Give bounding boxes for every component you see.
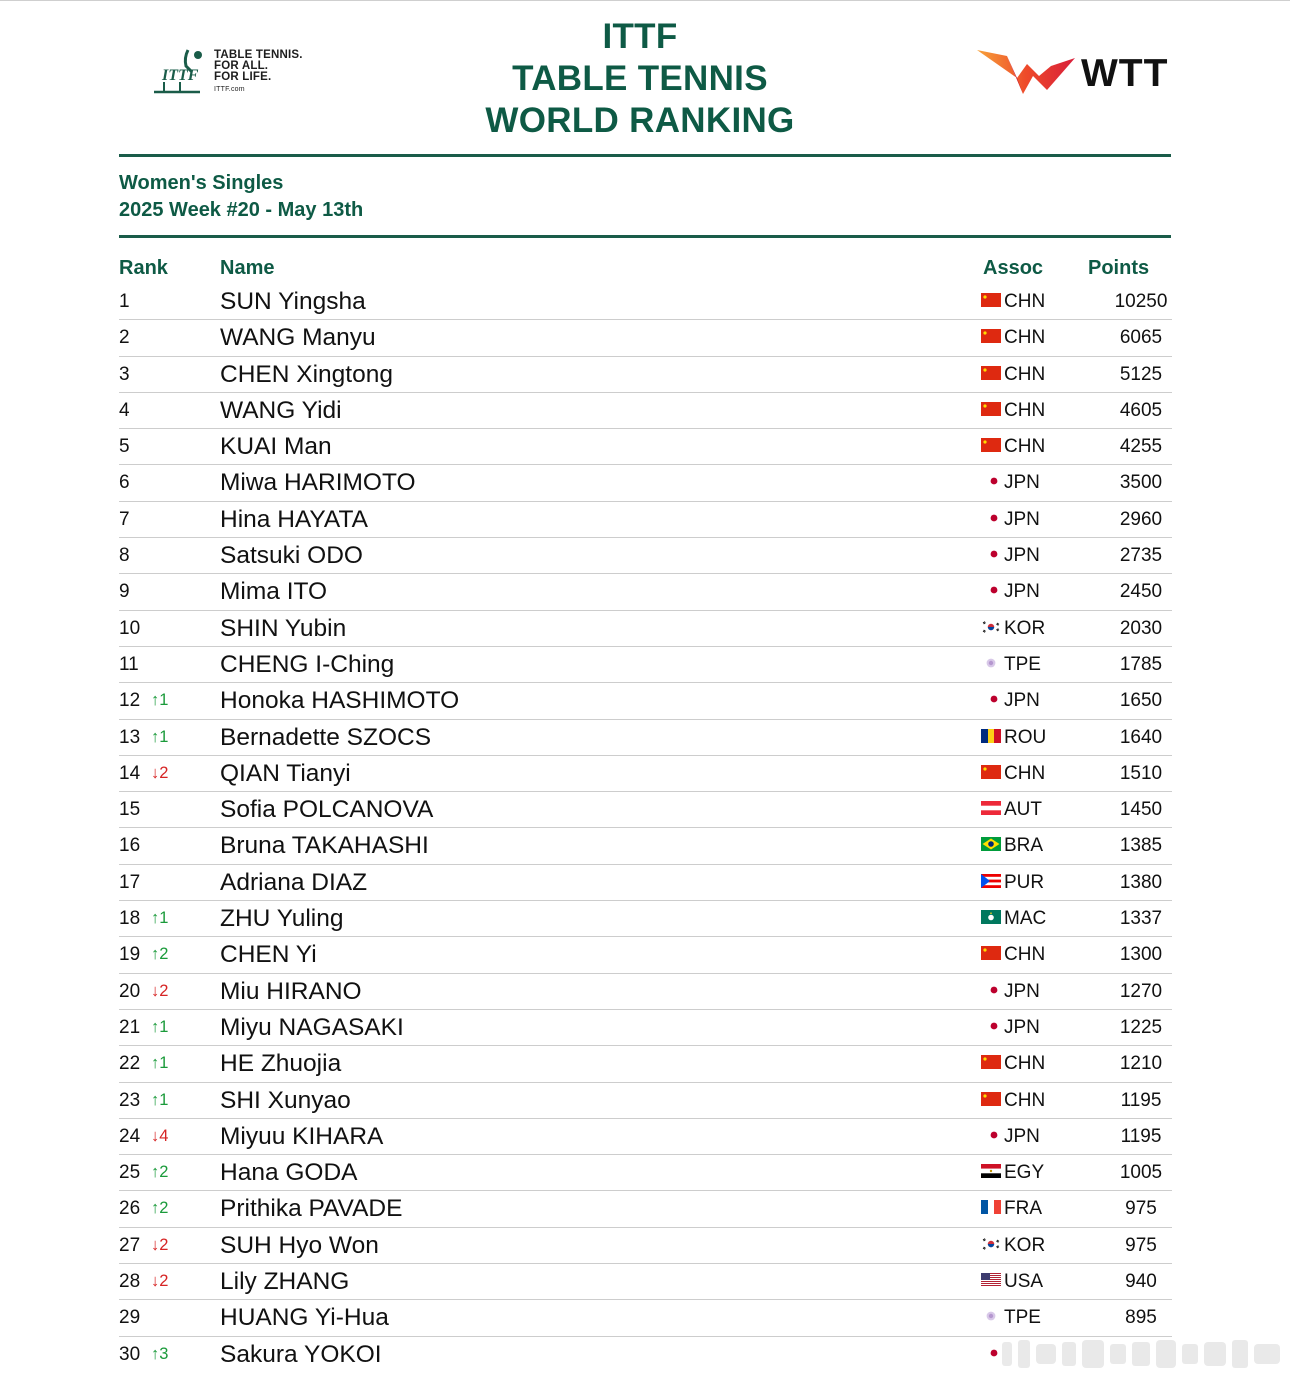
ittf-tagline-3: FOR LIFE. [214, 71, 272, 83]
assoc-cell: CHN [1004, 399, 1046, 421]
table-row [119, 1010, 1172, 1046]
player-name: CHEN Yi [220, 941, 317, 969]
table-row [119, 1264, 1172, 1300]
table-row [119, 284, 1172, 320]
player-name: Lily ZHANG [220, 1268, 350, 1296]
points-cell: 5125 [1119, 363, 1163, 385]
player-name: SUN Yingsha [220, 288, 366, 315]
points-cell: 940 [1125, 1271, 1157, 1293]
assoc-cell: FRA [1004, 1198, 1042, 1220]
points-cell: 1195 [1120, 1089, 1162, 1111]
assoc-cell: JPN [1004, 980, 1040, 1002]
player-name: HE Zhuojia [220, 1050, 342, 1078]
flag-tpe-icon [981, 1309, 1001, 1323]
ranking-week: 2025 Week #20 - May 13th [119, 199, 364, 221]
flag-china-icon [981, 366, 1001, 380]
assoc-cell: TPE [1004, 1307, 1041, 1329]
flag-tpe-icon [981, 656, 1001, 670]
ittf-tagline-1: TABLE TENNIS. [214, 49, 303, 61]
table-row [119, 538, 1172, 574]
assoc-cell: TPE [1004, 653, 1041, 675]
table-row [119, 1046, 1172, 1082]
assoc-cell: CHN [1004, 363, 1046, 385]
points-cell: 4255 [1119, 436, 1163, 458]
player-name: SUH Hyo Won [220, 1231, 379, 1259]
points-cell: 1225 [1119, 1016, 1163, 1038]
rank-cell: 3 [119, 363, 130, 385]
flag-japan-icon [981, 583, 1001, 597]
flag-macao-icon [981, 910, 1001, 924]
assoc-cell: JPN [1004, 690, 1040, 712]
assoc-cell: CHN [1004, 436, 1046, 458]
points-cell: 1650 [1119, 690, 1163, 712]
player-name: Miyuu KIHARA [220, 1122, 384, 1150]
assoc-cell: EGY [1004, 1162, 1045, 1184]
header-rule [119, 154, 1171, 157]
subtitle-rule [119, 235, 1171, 238]
points-cell: 10250 [1114, 291, 1168, 312]
wtt-mark-icon [977, 46, 1077, 98]
points-cell: 2960 [1119, 508, 1163, 530]
assoc-cell: JPN [1004, 581, 1040, 603]
flag-austria-icon [981, 801, 1001, 815]
title-line-2: TABLE TENNIS [512, 59, 768, 98]
points-cell: 1640 [1119, 726, 1163, 748]
assoc-cell: CHN [1004, 1089, 1046, 1111]
rank-up-indicator: ↑1 [151, 1054, 169, 1073]
assoc-cell: MAC [1004, 908, 1047, 930]
rank-down-indicator: ↓2 [151, 1235, 169, 1254]
rank-cell: 23 [119, 1089, 141, 1111]
rank-up-indicator: ↑2 [151, 1199, 169, 1218]
table-row [119, 1119, 1172, 1155]
flag-japan-icon [981, 1019, 1001, 1033]
assoc-cell: PUR [1004, 871, 1045, 893]
table-row [119, 1155, 1172, 1191]
rank-cell: 13 [119, 726, 141, 748]
rank-cell: 19 [119, 944, 141, 966]
points-cell: 1380 [1119, 871, 1163, 893]
points-cell: 1270 [1119, 980, 1163, 1002]
table-row [119, 502, 1172, 538]
rank-up-indicator: ↑1 [151, 1017, 169, 1036]
rank-cell: 14 [119, 762, 141, 784]
flag-japan-icon [981, 474, 1001, 488]
assoc-cell: JPN [1004, 1125, 1040, 1147]
points-cell: 2735 [1119, 545, 1163, 567]
table-row [119, 320, 1172, 356]
title-line-3: WORLD RANKING [485, 101, 795, 140]
assoc-cell: JPN [1004, 472, 1040, 494]
ittf-paddle-icon [152, 46, 212, 96]
header [0, 0, 1290, 150]
flag-china-icon [981, 329, 1001, 343]
flag-korea-icon [981, 620, 1001, 634]
assoc-cell: JPN [1004, 1016, 1040, 1038]
rank-cell: 12 [119, 690, 141, 712]
flag-korea-icon [981, 1237, 1001, 1251]
points-cell: 4605 [1119, 399, 1163, 421]
column-header-points: Points [1088, 257, 1150, 279]
column-header-rank: Rank [119, 257, 168, 279]
rank-up-indicator: ↑1 [151, 727, 169, 746]
ranking-subtitle [119, 170, 363, 224]
player-name: Bernadette SZOCS [220, 723, 432, 751]
rank-cell: 17 [119, 871, 141, 893]
table-row [119, 611, 1172, 647]
rank-cell: 6 [119, 472, 130, 494]
rank-up-indicator: ↑2 [151, 945, 169, 964]
rank-cell: 9 [119, 581, 130, 603]
player-name: Sakura YOKOI [220, 1340, 382, 1368]
flag-china-icon [981, 765, 1001, 779]
table-row [119, 393, 1172, 429]
column-header-assoc: Assoc [983, 257, 1044, 279]
player-name: Mima ITO [220, 578, 328, 606]
wtt-text: WTT [1081, 52, 1169, 95]
points-cell: 1785 [1119, 653, 1163, 675]
flag-china-icon [981, 946, 1001, 960]
flag-japan-icon [981, 511, 1001, 525]
ranking-table [119, 284, 1172, 1372]
title-line-1: ITTF [602, 17, 678, 56]
player-name: Prithika PAVADE [220, 1195, 403, 1223]
ittf-url: ITTF.com [214, 86, 245, 93]
player-name: ZHU Yuling [220, 905, 344, 933]
table-row [119, 901, 1172, 937]
player-name: Sofia POLCANOVA [220, 796, 434, 824]
flag-japan-icon [981, 1128, 1001, 1142]
table-row [119, 974, 1172, 1010]
table-row [119, 465, 1172, 501]
flag-egypt-icon [981, 1164, 1001, 1178]
assoc-cell: CHN [1004, 291, 1046, 312]
rank-cell: 25 [119, 1162, 141, 1184]
table-row [119, 937, 1172, 973]
rank-down-indicator: ↓2 [151, 981, 169, 1000]
table-row [119, 1191, 1172, 1227]
rank-cell: 11 [119, 653, 139, 675]
points-cell: 3500 [1119, 472, 1163, 494]
rank-cell: 21 [119, 1016, 141, 1038]
rank-cell: 20 [119, 980, 141, 1002]
table-row [119, 865, 1172, 901]
flag-puerto-rico-icon [981, 874, 1001, 888]
assoc-cell: CHN [1004, 327, 1046, 349]
column-header-name: Name [220, 257, 275, 279]
rank-up-indicator: ↑1 [151, 1090, 169, 1109]
rank-cell: 5 [119, 436, 130, 458]
table-row [119, 720, 1172, 756]
player-name: WANG Manyu [220, 324, 376, 352]
rank-cell: 15 [119, 799, 141, 821]
rank-down-indicator: ↓4 [151, 1126, 169, 1145]
player-name: Hina HAYATA [220, 505, 368, 533]
rank-cell: 2 [119, 327, 130, 349]
table-row [119, 1228, 1172, 1264]
points-cell: 1005 [1119, 1162, 1163, 1184]
player-name: SHIN Yubin [220, 614, 347, 642]
player-name: Miwa HARIMOTO [220, 469, 416, 497]
rank-cell: 27 [119, 1234, 141, 1256]
points-cell: 975 [1125, 1198, 1157, 1220]
assoc-cell: KOR [1004, 617, 1046, 639]
rank-cell: 1 [119, 291, 130, 312]
rank-cell: 24 [119, 1125, 141, 1147]
assoc-cell: BRA [1004, 835, 1044, 857]
player-name: QIAN Tianyi [220, 759, 351, 787]
points-cell: 1195 [1120, 1125, 1162, 1147]
rank-cell: 10 [119, 617, 141, 639]
player-name: WANG Yidi [220, 396, 342, 424]
table-row [119, 792, 1172, 828]
points-cell: 1385 [1119, 835, 1163, 857]
rank-down-indicator: ↓2 [151, 763, 169, 782]
player-name: Honoka HASHIMOTO [220, 687, 460, 715]
flag-japan-icon [981, 692, 1001, 706]
table-row [119, 683, 1172, 719]
flag-romania-icon [981, 729, 1001, 743]
table-row [119, 429, 1172, 465]
flag-china-icon [981, 438, 1001, 452]
ittf-tagline-2: FOR ALL. [214, 60, 269, 72]
rank-cell: 26 [119, 1198, 141, 1220]
player-name: Hana GODA [220, 1159, 358, 1187]
table-row [119, 1083, 1172, 1119]
points-cell: 1510 [1119, 762, 1163, 784]
player-name: Miu HIRANO [220, 977, 362, 1005]
points-cell: 1450 [1119, 799, 1163, 821]
flag-china-icon [981, 402, 1001, 416]
points-cell: 895 [1125, 1307, 1157, 1329]
watermark-icon [1000, 1336, 1285, 1372]
rank-up-indicator: ↑3 [151, 1344, 169, 1363]
player-name: CHEN Xingtong [220, 360, 393, 388]
rank-up-indicator: ↑2 [151, 1163, 169, 1182]
rank-cell: 28 [119, 1271, 141, 1293]
flag-brazil-icon [981, 837, 1001, 851]
assoc-cell: CHN [1004, 944, 1046, 966]
table-row [119, 357, 1172, 393]
flag-japan-icon [981, 983, 1001, 997]
rank-cell: 8 [119, 545, 130, 567]
flag-usa-icon [981, 1273, 1001, 1287]
flag-japan-icon [981, 547, 1001, 561]
rank-up-indicator: ↑1 [151, 909, 169, 928]
rank-cell: 18 [119, 908, 141, 930]
rank-cell: 22 [119, 1053, 141, 1075]
points-cell: 975 [1125, 1234, 1157, 1256]
table-row [119, 828, 1172, 864]
assoc-cell: CHN [1004, 1053, 1046, 1075]
rank-cell: 7 [119, 508, 130, 530]
table-row [119, 574, 1172, 610]
player-name: Satsuki ODO [220, 542, 363, 570]
points-cell: 1210 [1119, 1053, 1163, 1075]
rank-up-indicator: ↑1 [151, 691, 169, 710]
flag-japan-icon [981, 1346, 1001, 1360]
assoc-cell: JPN [1004, 508, 1040, 530]
points-cell: 2450 [1119, 581, 1163, 603]
rank-down-indicator: ↓2 [151, 1272, 169, 1291]
assoc-cell: JPN [1004, 545, 1040, 567]
assoc-cell: ROU [1004, 726, 1047, 748]
rank-cell: 4 [119, 399, 130, 421]
table-row [119, 1300, 1172, 1336]
flag-china-icon [981, 293, 1001, 307]
points-cell: 6065 [1119, 327, 1163, 349]
player-name: SHI Xunyao [220, 1086, 351, 1114]
table-row [119, 756, 1172, 792]
ranking-category: Women's Singles [119, 172, 284, 194]
assoc-cell: USA [1004, 1271, 1044, 1293]
rank-cell: 30 [119, 1343, 141, 1365]
ittf-logo [152, 46, 332, 98]
player-name: Miyu NAGASAKI [220, 1013, 404, 1041]
player-name: Adriana DIAZ [220, 868, 368, 896]
player-name: HUANG Yi-Hua [220, 1304, 389, 1332]
flag-france-icon [981, 1200, 1001, 1214]
ittf-tagline [214, 50, 303, 95]
assoc-cell: AUT [1004, 799, 1042, 821]
player-name: KUAI Man [220, 433, 332, 461]
page-title [390, 16, 890, 142]
flag-china-icon [981, 1055, 1001, 1069]
wtt-logo [977, 46, 1187, 102]
flag-china-icon [981, 1092, 1001, 1106]
player-name: CHENG I-Ching [220, 650, 395, 678]
assoc-cell: KOR [1004, 1234, 1046, 1256]
svg-text:ITTF: ITTF [162, 67, 199, 84]
points-cell: 2030 [1119, 617, 1163, 639]
points-cell: 1300 [1119, 944, 1163, 966]
assoc-cell: CHN [1004, 762, 1046, 784]
player-name: Bruna TAKAHASHI [220, 832, 429, 860]
rank-cell: 29 [119, 1307, 141, 1329]
rank-cell: 16 [119, 835, 141, 857]
table-row [119, 647, 1172, 683]
points-cell: 1337 [1119, 908, 1163, 930]
